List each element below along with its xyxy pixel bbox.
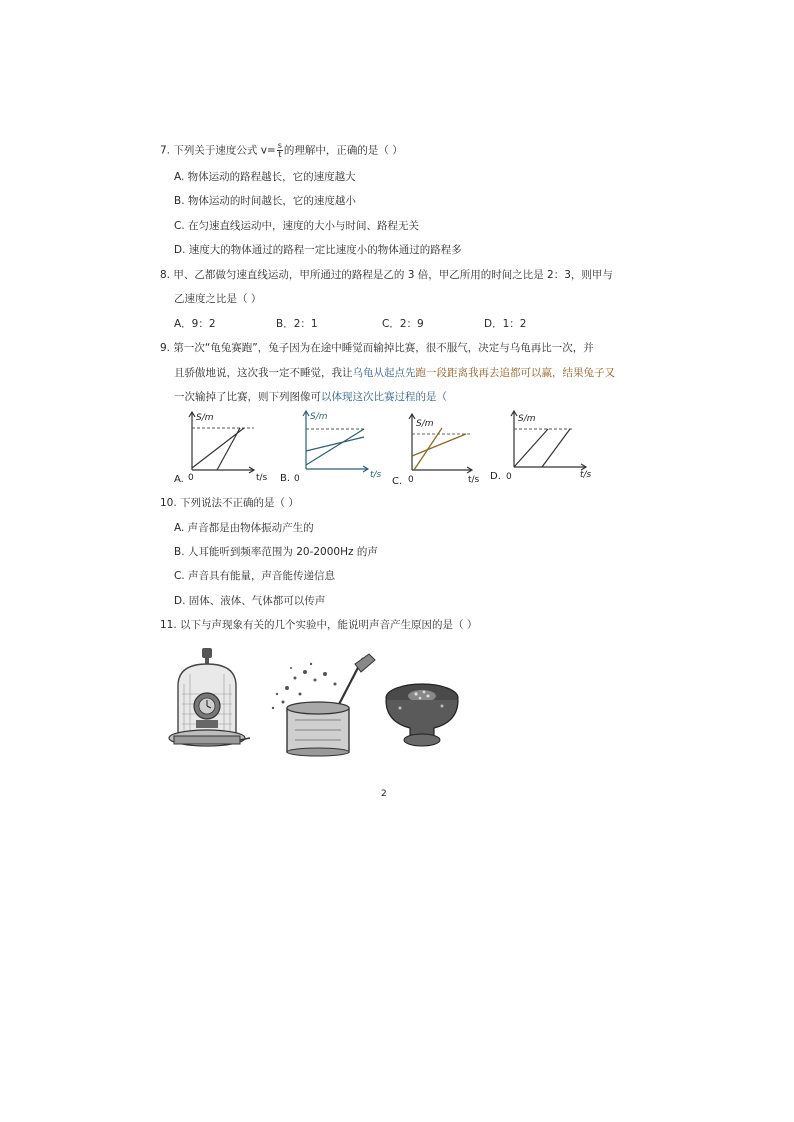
- q7-option-c: C. 在匀速直线运动中，速度的大小与时间、路程无关: [174, 220, 420, 232]
- q8-option-d: D．1：2: [484, 318, 527, 330]
- q9-line3-b: 以体现这次比赛过程的是（: [321, 391, 447, 403]
- graph-b-svg: [278, 405, 388, 485]
- q9-line2-b: 乌龟从起点先: [352, 367, 416, 379]
- q9-line2-c: 跑一段距离我再去追都可以赢，结果兔子又: [415, 367, 615, 379]
- speed-fraction: [277, 142, 283, 159]
- q7-stem-post: 的理解中，正确的是（ ）: [283, 144, 403, 157]
- graph-a-letter: A.: [174, 474, 184, 485]
- q8-stem-line2: 乙速度之比是（ ）: [174, 293, 262, 305]
- graph-c-svg: [392, 410, 497, 488]
- graph-d-ylabel: S/m: [518, 414, 536, 424]
- graph-a-svg: [172, 408, 277, 486]
- graph-d-xlabel: t/s: [580, 470, 592, 480]
- fraction-numerator: s: [277, 141, 282, 150]
- speaker-illustration: [382, 676, 462, 752]
- q9-graph-b: [278, 405, 388, 485]
- graph-c-ylabel: S/m: [416, 419, 434, 429]
- q10-stem: 10. 下列说法不正确的是（ ）: [160, 497, 299, 509]
- speaker-svg: [382, 676, 462, 752]
- q8-option-b: B．2：1: [276, 318, 318, 330]
- q10-option-d: D. 固体、液体、气体都可以传声: [174, 595, 326, 607]
- page-number: 2: [381, 789, 387, 799]
- q10-option-b: B. 人耳能听到频率范围为 20-2000Hz 的声: [174, 546, 378, 558]
- graph-a-xlabel: t/s: [256, 473, 268, 483]
- graph-c-letter: C.: [392, 476, 403, 487]
- q9-line2-a: 且骄傲地说，这次我一定不睡觉，我让: [174, 367, 353, 379]
- q9-stem-line3: [174, 390, 447, 404]
- q9-stem-line2: [174, 366, 615, 380]
- q9-line3-a: 一次输掉了比赛，则下列图像可: [174, 391, 321, 403]
- q7-option-a: A. 物体运动的路程越长，它的速度越大: [174, 171, 356, 183]
- graph-b-ylabel: S/m: [310, 412, 328, 422]
- q8-stem-line1: 8. 甲、乙都做匀速直线运动，甲所通过的路程是乙的 3 倍，甲乙所用的时间之比是 2：3，则甲与: [160, 269, 613, 281]
- q9-graph-c: [392, 410, 497, 488]
- fraction-denominator: t: [278, 150, 282, 159]
- graph-d-svg: [490, 407, 595, 485]
- graph-a-ylabel: S/m: [196, 413, 214, 423]
- graph-c-xlabel: t/s: [468, 475, 480, 485]
- q8-option-c: C．2：9: [382, 318, 424, 330]
- q10-option-a: A. 声音都是由物体振动产生的: [174, 522, 314, 534]
- graph-b-xlabel: t/s: [370, 470, 382, 480]
- splashing-water-illustration: [265, 650, 380, 758]
- q8-option-a: A．9：2: [174, 318, 216, 330]
- q10-option-c: C. 声音具有能量，声音能传递信息: [174, 570, 336, 582]
- graph-a-origin: 0: [188, 473, 194, 483]
- graph-d-origin: 0: [506, 472, 512, 482]
- q9-graph-a: [172, 408, 277, 486]
- splashing-svg: [265, 650, 380, 758]
- q9-stem-line1: 9. 第一次“龟兔赛跑”，兔子因为在途中睡觉而输掉比赛，很不服气，决定与乌龟再比一次，并: [160, 342, 594, 354]
- q11-stem: 11. 以下与声现象有关的几个实验中，能说明声音产生原因的是（ ）: [160, 619, 478, 631]
- graph-b-letter: B.: [280, 473, 291, 484]
- graph-b-origin: 0: [294, 474, 300, 484]
- q7-option-d: D. 速度大的物体通过的路程一定比速度小的物体通过的路程多: [174, 244, 462, 256]
- q7-stem-pre: 7. 下列关于速度公式 v=: [160, 144, 276, 157]
- bell-jar-svg: [160, 644, 252, 754]
- graph-c-origin: 0: [408, 475, 414, 485]
- bell-jar-illustration: [160, 644, 252, 754]
- q9-graph-d: [490, 407, 595, 485]
- q7-option-b: B. 物体运动的时间越长，它的速度越小: [174, 195, 356, 207]
- graph-d-letter: D.: [490, 471, 501, 482]
- q7-stem: [160, 142, 403, 159]
